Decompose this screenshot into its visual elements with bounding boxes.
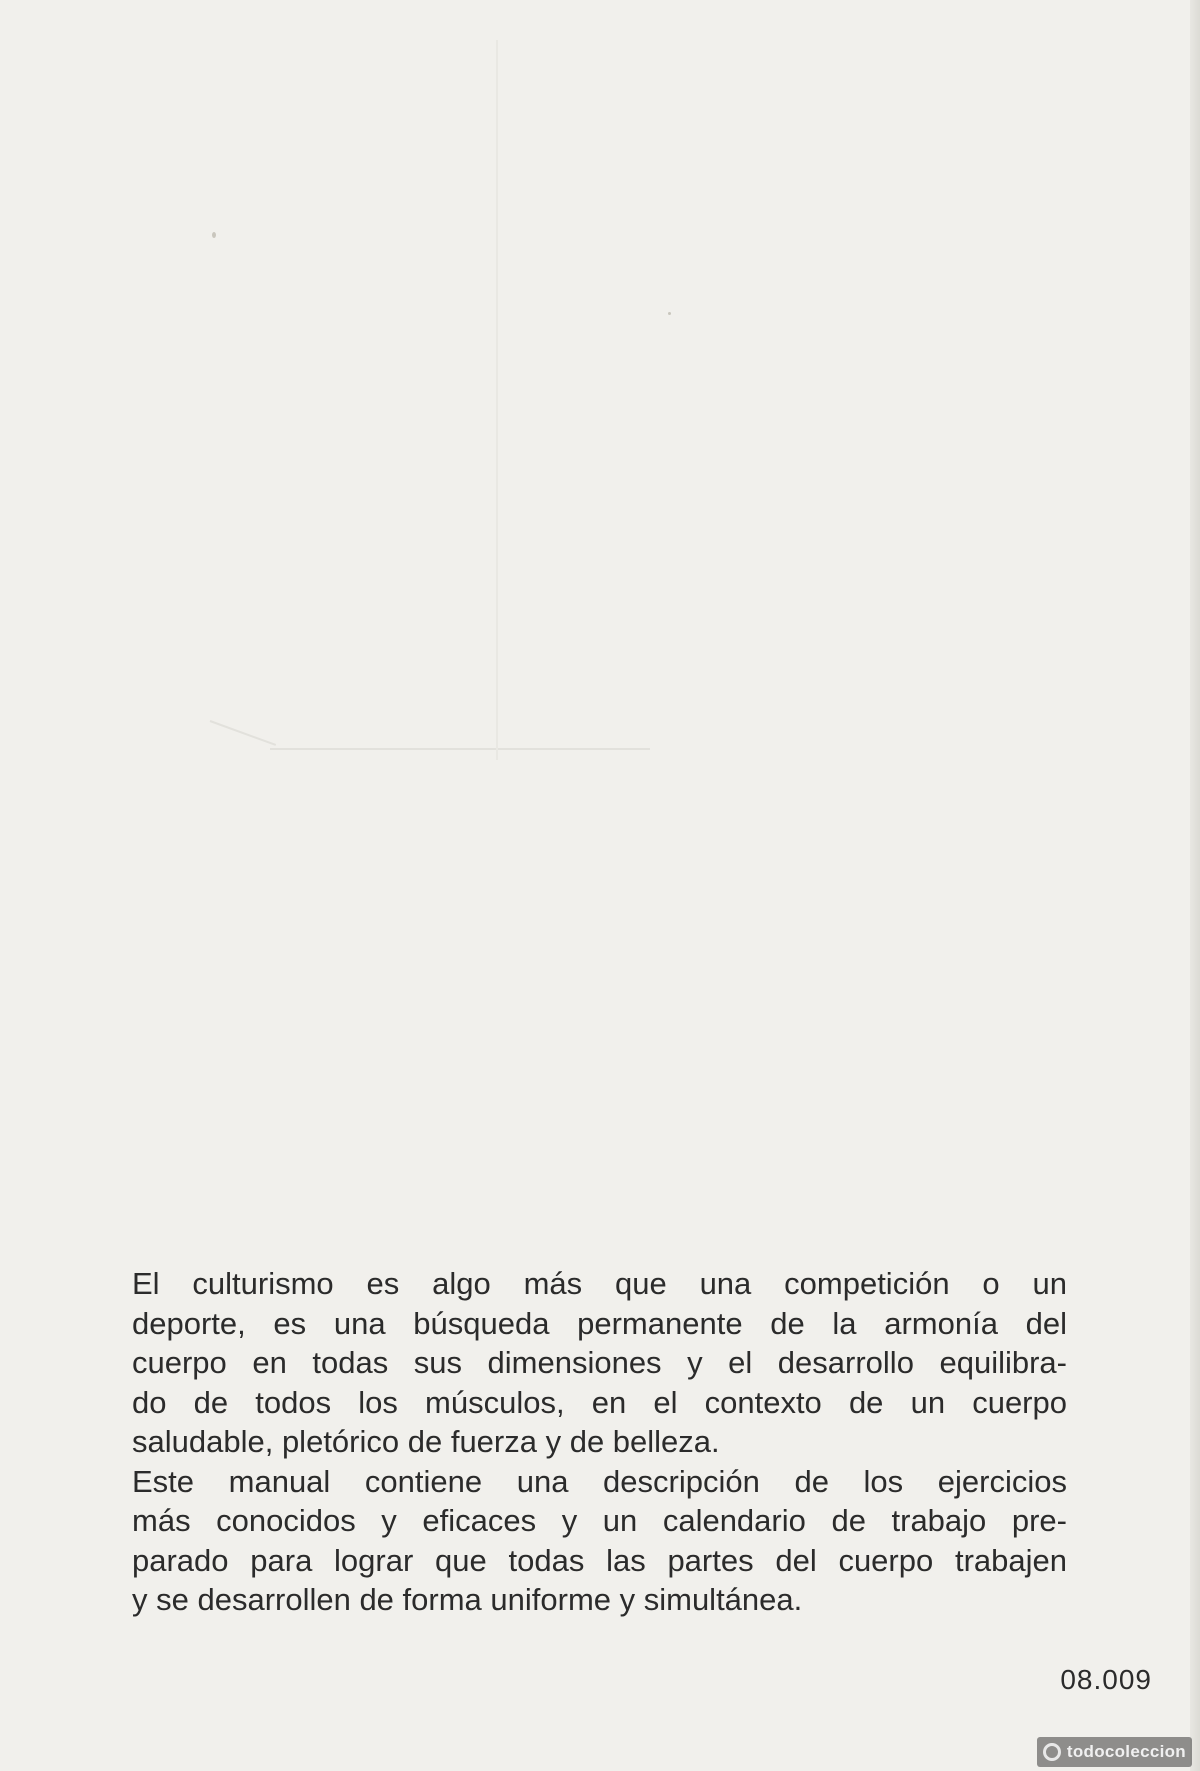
blurb-line: saludable, pletórico de fuerza y de belleza. (132, 1424, 720, 1459)
paper-crease (270, 748, 650, 750)
paper-speck (212, 232, 216, 238)
catalog-code: 08.009 (1060, 1664, 1152, 1695)
blurb-line: más conocidos y eficaces y un calendario de trabajo pre- (132, 1503, 1067, 1538)
paper-speck (668, 312, 671, 315)
back-cover-blurb (132, 1264, 1067, 1620)
blurb-line: do de todos los músculos, en el contexto de un cuerpo (132, 1384, 1067, 1420)
cover-edge (1190, 0, 1200, 1771)
blurb-line: parado para lograr que todas las partes del cuerpo trabajen (132, 1542, 1067, 1578)
blurb-line: Este manual contiene una descripción de los ejercicios (132, 1463, 1067, 1499)
paper-crease (210, 720, 276, 746)
watermark (1037, 1737, 1192, 1767)
blurb-line: deporte, es una búsqueda permanente de la armonía del (132, 1305, 1067, 1341)
watermark-text: todocoleccion (1066, 1742, 1186, 1761)
blurb-line: cuerpo en todas sus dimensiones y el desarrollo equilibra- (132, 1345, 1067, 1380)
paper-crease (496, 40, 498, 760)
blurb-line: El culturismo es algo más que una competición o un (132, 1266, 1067, 1301)
blurb-line: y se desarrollen de forma uniforme y simultánea. (132, 1582, 803, 1617)
todocoleccion-logo-icon (1043, 1743, 1061, 1761)
